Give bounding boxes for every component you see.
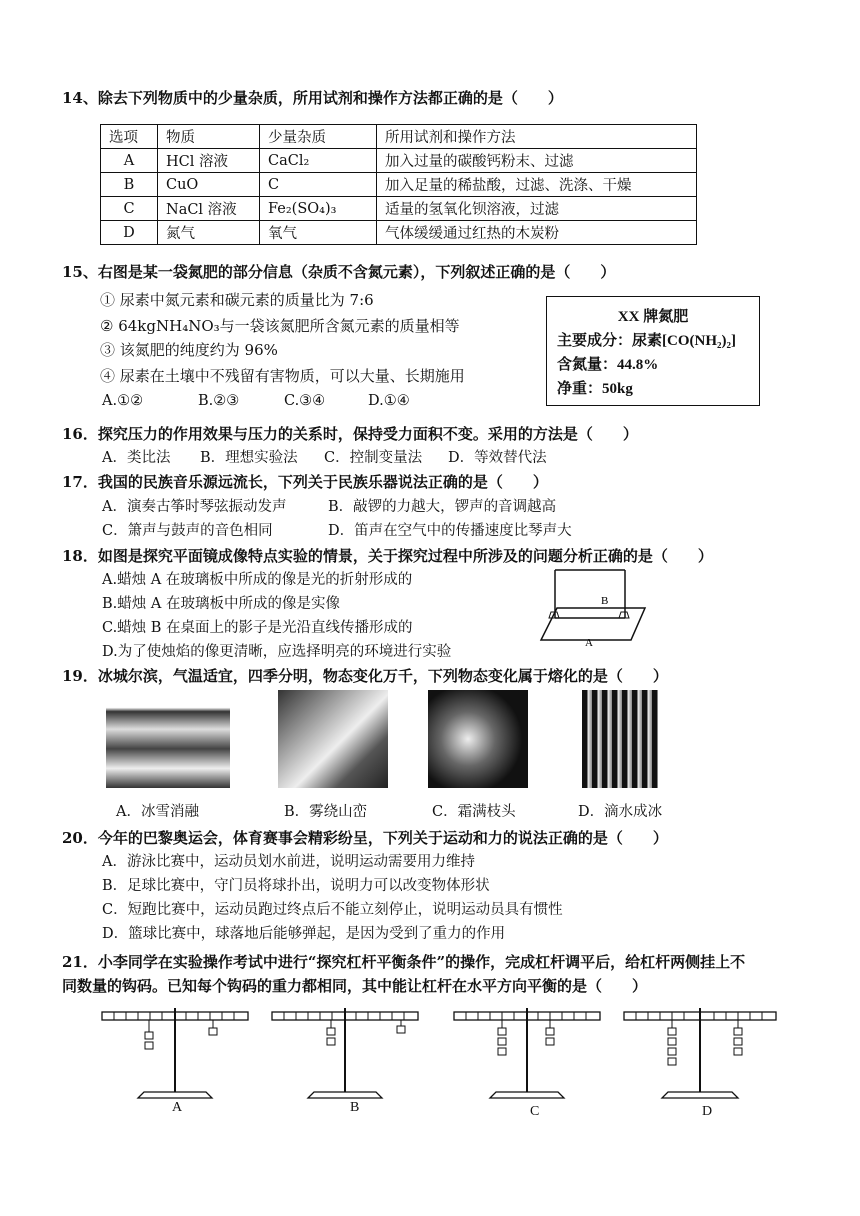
q21-stem-line2: 同数量的钩码。已知每个钩码的重力都相同，其中能让杠杆在水平方向平衡的是（ ） — [62, 977, 648, 995]
table-cell: CaCl₂ — [260, 149, 377, 173]
lever-label-b: B — [350, 1100, 360, 1115]
q20-option-c: C．短跑比赛中，运动员跑过终点后不能立刻停止，说明运动员具有惯性 — [102, 902, 563, 918]
table-header-cell: 所用试剂和操作方法 — [377, 125, 697, 149]
table-cell: C — [101, 197, 158, 221]
q17-option-b: B．敲锣的力越大，锣声的音调越高 — [328, 499, 557, 515]
label-main-ingredient: 主要成分：尿素[CO(NH₂)₂] — [557, 333, 736, 349]
mirror-experiment-figure — [535, 568, 655, 650]
q16-option-c: C．控制变量法 — [324, 450, 423, 466]
q19-caption-d: D．滴水成冰 — [578, 804, 663, 820]
table-cell: C — [260, 173, 377, 197]
q20-option-d: D．篮球比赛中，球落地后能够弹起，是因为受到了重力的作用 — [102, 926, 506, 942]
label-nitrogen-content: 含氮量：44.8% — [557, 357, 659, 373]
fertilizer-label-box — [546, 296, 760, 406]
table-cell: B — [101, 173, 158, 197]
q18-option-d: D.为了使烛焰的像更清晰，应选择明亮的环境进行实验 — [102, 644, 452, 660]
q17-option-a: A．演奏古筝时琴弦振动发声 — [102, 499, 287, 515]
q20-option-a: A．游泳比赛中，运动员划水前进，说明运动需要用力维持 — [102, 854, 475, 870]
q20-option-b: B．足球比赛中，守门员将球扑出，说明力可以改变物体形状 — [102, 878, 490, 894]
q16-stem: 16．探究压力的作用效果与压力的关系时，保持受力面积不变。采用的方法是（ ） — [62, 425, 638, 443]
label-title: XX 牌氮肥 — [617, 309, 689, 325]
q18-option-c: C.蜡烛 B 在桌面上的影子是光沿直线传播形成的 — [102, 620, 413, 636]
q15-item-1: ① 尿素中氮元素和碳元素的质量比为 7:6 — [100, 291, 374, 309]
q17-option-d: D．笛声在空气中的传播速度比琴声大 — [328, 523, 572, 539]
table-cell: 加入过量的碳酸钙粉末、过滤 — [377, 149, 697, 173]
q21-stem-line1: 21．小李同学在实验操作考试中进行“探究杠杆平衡条件”的操作，完成杠杆调平后，给杠杆两侧挂上不 — [62, 953, 746, 971]
q19-caption-a: A．冰雪消融 — [116, 804, 199, 820]
fig-label-a: A — [585, 637, 593, 649]
q16-option-a: A．类比法 — [102, 450, 171, 466]
table-cell: D — [101, 221, 158, 245]
table-cell: CuO — [158, 173, 260, 197]
table-row — [101, 221, 697, 245]
q17-stem: 17．我国的民族音乐源远流长，下列关于民族乐器说法正确的是（ ） — [62, 473, 548, 491]
q19-stem: 19．冰城尔滨，气温适宜，四季分明，物态变化万千，下列物态变化属于熔化的是（ ） — [62, 667, 668, 685]
table-cell: HCl 溶液 — [158, 149, 260, 173]
table-cell: 氮气 — [158, 221, 260, 245]
table-cell: 适量的氢氧化钡溶液，过滤 — [377, 197, 697, 221]
q14-stem: 14、除去下列物质中的少量杂质，所用试剂和操作方法都正确的是（ ） — [62, 89, 563, 107]
candle-b-icon — [619, 612, 629, 618]
table-header-cell: 少量杂质 — [260, 125, 377, 149]
table-cell: Fe₂(SO₄)₃ — [260, 197, 377, 221]
q15-item-3: ③ 该氮肥的纯度约为 96% — [100, 341, 278, 359]
q17-option-c: C．箫声与鼓声的音色相同 — [102, 523, 273, 539]
label-net-weight: 净重：50kg — [557, 381, 633, 397]
lever-figure-b — [270, 1006, 420, 1102]
table-cell: 加入足量的稀盐酸，过滤、洗涤、干燥 — [377, 173, 697, 197]
q15-option-d: D.①④ — [368, 393, 410, 409]
q19-caption-c: C．霜满枝头 — [432, 804, 516, 820]
table-cell: A — [101, 149, 158, 173]
lever-label-c: C — [530, 1104, 540, 1119]
q18-stem: 18．如图是探究平面镜成像特点实验的情景，关于探究过程中所涉及的问题分析正确的是（ ） — [62, 547, 713, 565]
photo-icicles — [582, 690, 658, 788]
table-row — [101, 173, 697, 197]
q15-option-a: A.①② — [102, 393, 144, 409]
q15-option-b: B.②③ — [198, 393, 240, 409]
q15-stem: 15、右图是某一袋氮肥的部分信息（杂质不含氮元素），下列叙述正确的是（ ） — [62, 263, 616, 281]
q19-caption-b: B．雾绕山峦 — [284, 804, 368, 820]
lever-figure-d — [622, 1006, 782, 1102]
table-surface — [541, 608, 645, 640]
photo-melting-snow — [106, 690, 230, 788]
table-row — [101, 197, 697, 221]
q15-item-4: ④ 尿素在土壤中不残留有害物质，可以大量、长期施用 — [100, 367, 465, 385]
lever-figure-c — [452, 1006, 602, 1102]
q16-option-b: B．理想实验法 — [200, 450, 298, 466]
q16-option-d: D．等效替代法 — [448, 450, 547, 466]
table-header-cell: 物质 — [158, 125, 260, 149]
lever-label-d: D — [702, 1104, 713, 1119]
table-header-row — [101, 125, 697, 149]
q20-stem: 20．今年的巴黎奥运会，体育赛事会精彩纷呈，下列关于运动和力的说法正确的是（ ） — [62, 829, 668, 847]
photo-mist-mountain — [278, 690, 388, 788]
q15-option-c: C.③④ — [284, 393, 326, 409]
table-cell: NaCl 溶液 — [158, 197, 260, 221]
lever-label-a: A — [172, 1100, 183, 1115]
table-row — [101, 149, 697, 173]
q14-table — [100, 124, 697, 245]
q18-option-b: B.蜡烛 A 在玻璃板中所成的像是实像 — [102, 596, 340, 612]
photo-frost-branch — [428, 690, 528, 788]
q18-option-a: A.蜡烛 A 在玻璃板中所成的像是光的折射形成的 — [102, 572, 413, 588]
table-cell: 氧气 — [260, 221, 377, 245]
table-header-cell: 选项 — [101, 125, 158, 149]
lever-figure-a — [100, 1006, 250, 1102]
table-cell: 气体缓缓通过红热的木炭粉 — [377, 221, 697, 245]
q15-item-2: ② 64kgNH₄NO₃与一袋该氮肥所含氮元素的质量相等 — [100, 317, 460, 335]
fig-label-b: B — [601, 595, 609, 607]
